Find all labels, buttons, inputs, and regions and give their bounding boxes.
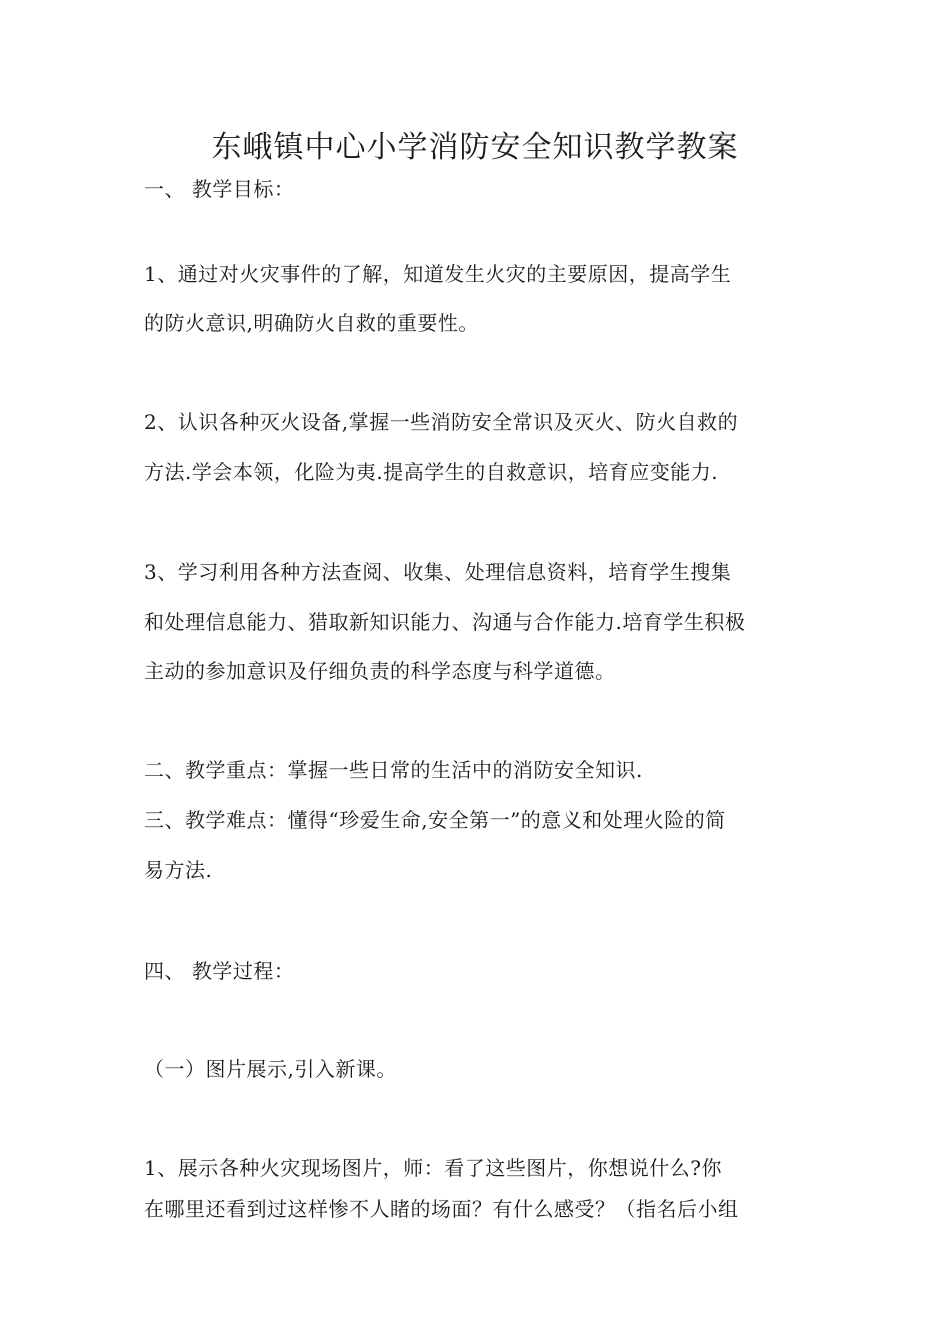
paragraph-line: 3、学习利用各种方法查阅、收集、处理信息资料，培育学生搜集 bbox=[144, 560, 732, 584]
section-heading-objectives: 一、 教学目标： bbox=[144, 177, 295, 201]
paragraph-line: 的防火意识,明确防火自救的重要性。 bbox=[144, 311, 479, 335]
paragraph-line: 1、展示各种火灾现场图片，师：看了这些图片，你想说什么?你 bbox=[144, 1156, 722, 1180]
paragraph-line: 和处理信息能力、猎取新知识能力、沟通与合作能力.培育学生积极 bbox=[144, 610, 746, 634]
paragraph-line: 2、认识各种灭火设备,掌握一些消防安全常识及灭火、防火自救的 bbox=[144, 410, 739, 434]
section-heading-process: 四、 教学过程： bbox=[144, 959, 295, 983]
paragraph-line: 在哪里还看到过这样惨不人睹的场面？有什么感受？（指名后小组 bbox=[144, 1197, 739, 1221]
document-title: 东峨镇中心小学消防安全知识教学教案 bbox=[211, 130, 739, 165]
section-heading-difficulties: 三、教学难点：懂得“珍爱生命,安全第一”的意义和处理火险的简 bbox=[144, 808, 726, 832]
paragraph-line: 方法.学会本领，化险为夷.提高学生的自救意识，培育应变能力. bbox=[144, 460, 719, 484]
paragraph-line: 易方法. bbox=[144, 858, 213, 882]
paragraph-line: 1、通过对火灾事件的了解，知道发生火灾的主要原因，提高学生 bbox=[144, 262, 732, 286]
subsection-heading: （一）图片展示,引入新课。 bbox=[144, 1057, 397, 1081]
paragraph-line: 主动的参加意识及仔细负责的科学态度与科学道德。 bbox=[144, 659, 616, 683]
section-heading-key-points: 二、教学重点：掌握一些日常的生活中的消防安全知识. bbox=[144, 758, 643, 782]
